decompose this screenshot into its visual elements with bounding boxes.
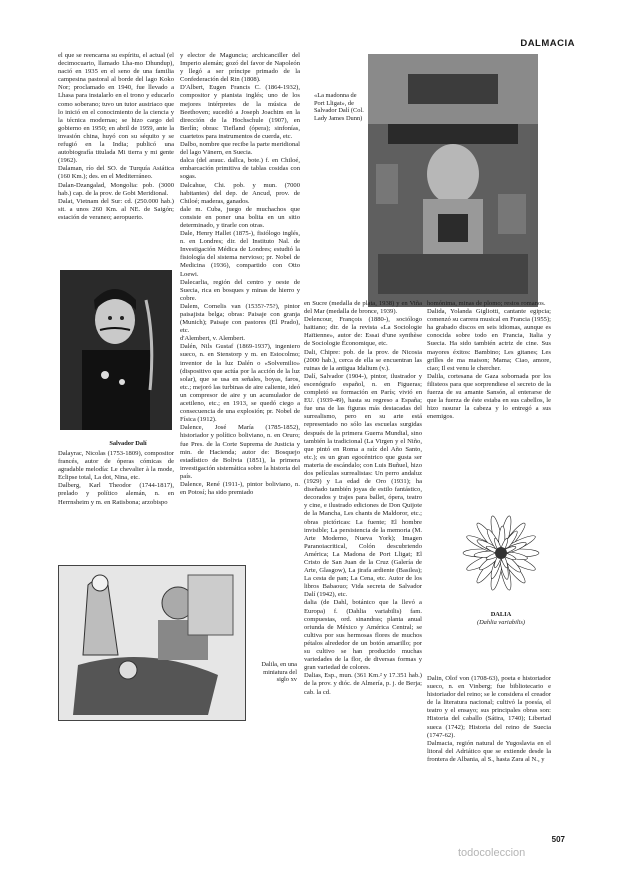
entry-paragraph: Dalat, Vietnam del Sur: cd. (250.000 hab.) sit. a unos 260 Km. al NE. de Saigón; estación de veraneo; aeropuerto. <box>58 197 174 221</box>
entry-paragraph: Dali, Chipre: pob. de la prov. de Nicosia (2000 hab.), cerca de ella se encuentran las ruinas de la antigua Idalium (v.). <box>304 348 422 372</box>
entry-paragraph: dalca (del arauc. dallca, bote.) f. en Chiloé, embarcación primitiva de tablas cosidas con sogas. <box>180 157 300 181</box>
miniature-image <box>58 565 246 721</box>
column-3 <box>304 300 422 697</box>
entry-paragraph: Dalecarlia, región del centro y oeste de Suecia, rica en bosques y minas de hierro y cobre. <box>180 278 300 302</box>
dahlia-illustration <box>452 497 550 609</box>
entry-paragraph: Dalcahue, Chi. pob. y mun. (7000 habitantes) del dep. de Ancud, prov. de Chiloé; maderas, ganados. <box>180 181 300 205</box>
entry-paragraph: d'Alembert, v. Alembert. <box>180 335 246 343</box>
running-head: DALMACIA <box>520 38 575 49</box>
entry-paragraph: Dalida, Yolanda Gigliotti, cantante egipcia; comenzó su carrera musical en Francia (1955); ha grabado discos en seis idiomas, aunque es conocida sobre todo en Francia, Italia y Suecia. Ha sido también actriz de cine. Sus mayores éxitos: Bambino; Les gitanes; Les grilles de ma maison; Mama; Ciao, amore, ciao; Il est venu le chercher. <box>427 308 551 372</box>
portrait-image <box>60 270 172 430</box>
watermark: todocoleccion <box>458 847 526 859</box>
madonna-caption: «La madonna de Port Lligat», de Salvador Dalí (Col. Lady James Dunn) <box>314 92 364 122</box>
entry-paragraph: Dalaman, río del SO. de Turquía Asiática (160 Km.); des. en el Mediterráneo. <box>58 165 174 181</box>
entry-paragraph: Dalila, cortesana de Gaza sobornada por los filisteos para que sorprendiese el secreto de la fuerza de su amante Sansón, al enterarse de que la fuerza de éste estaba en sus cabellos, le hizo rasurar la cabeza y lo entregó a sus enemigos. <box>427 372 551 421</box>
entry-paragraph: dale m. Cuba, juego de muchachos que consiste en poner una bolita en un sitio determinado, y tirarle con otras. <box>180 205 300 229</box>
entry-paragraph: Delencour, François (1880-), sociólogo haitiano; dir. de la revista «La Sociologie Haïtienne», autor de: Essai d'une synthèse de Sociologie Économique, etc. <box>304 316 422 348</box>
entry-paragraph: Dale, Henry Hallet (1875-), fisiólogo inglés, n. en Londres; dir. del Instituto Nal. de Investigación Médica de Londres; estudió la fisiología del sistema nervioso; pr. Nobel de Medicina (1936), compartido con Otto Loewi. <box>180 230 300 278</box>
madonna-painting <box>368 54 538 307</box>
entry-paragraph: D'Albert, Eugen Francis C. (1864-1932), compositor y pianista inglés; uno de los mejores intérpretes de la música de Beethoven; sucedió a Joseph Joachim en la dirección de la Hochschule (1907), en Berlín; obras: Tiefland (ópera); sinfonías, cuartetos para instrumentos de cuerda, etc. <box>180 84 300 140</box>
entry-paragraph: Dalmacia, región natural de Yugoslavia en el litoral del Adriático que se extiende desde la frontera de Albania, al S., hasta Zara al N., y <box>427 739 551 763</box>
dali-portrait-photo <box>60 270 172 430</box>
column-4-bottom <box>427 675 551 764</box>
entry-paragraph: Dalence, René (1911-), pintor boliviano, n. en Potosí; ha sido premiado <box>180 480 300 497</box>
entry-paragraph: Dalem, Cornelis van (1535?-75?), pintor paisajista belga; obras: Paisaje con granja (Munich); Paisaje con pastores (El Prado), etc. <box>180 302 300 335</box>
dalilah-caption: Dalila, en una miniatura del siglo xv <box>261 661 297 684</box>
dahlia-caption-sub: (Dahlia variabilis) <box>476 618 526 626</box>
entry-paragraph: Dalin, Olof von (1708-63), poeta e historiador sueco, n. en Vinberg; fue bibliotecario e historiador del reino; se le considera el creador de la literatura nacional; cultivó la poesía, el teatro y el ensayo; sus principales obras son: Historia del caballo (Sátira, 1740); Libertad sueca (1742); Historia del reino de Suecia (1747-62). <box>427 675 551 739</box>
dalilah-miniature <box>58 565 246 721</box>
painting-image <box>368 54 538 307</box>
column-2-top <box>180 52 300 497</box>
entry-paragraph: homónima, minas de plomo; restos romanos. <box>427 300 546 307</box>
entry-paragraph: en Sucre (medalla de plata, 1938) y en Viña del Mar (medalla de bronce, 1939). <box>304 300 422 316</box>
entry-paragraph: y elector de Maguncia; archicanciller del Imperio alemán; gozó del favor de Napoleón y llegó a ser príncipe primado de la Confederación del Rin (1808). <box>180 52 300 84</box>
dali-caption: Salvador Dalí <box>109 440 147 447</box>
entry-paragraph: el que se reencarna su espíritu, el actual (el decimocuarto, llamado Lha-mo Dhundup), nació en 1935 en el seno de una familia campesina pastoral al borde del lago Koko Nor; proclamado en 1940, fue llevado a Lhasa para instalarlo en el trono y educarlo como soberano; tuvo un tutor austriaco que lo inició en el conocimiento de la ciencia y la técnica modernas; se hizo cargo del gobierno en 1950; en abril de 1959, ante la invasión china, huyó con su séquito y se refugió en la India; publicó una autobiografía titulada Mi tierra y mi gente (1962). <box>58 52 174 165</box>
entry-paragraph: Dalayrac, Nicolas (1753-1809), compositor francés, autor de óperas cómicas de agradable melodía: Le chevalier à la mode, Eclipse total, La dot, Nina, etc. <box>58 450 174 482</box>
column-4 <box>427 300 551 421</box>
dahlia-caption-title: DALIA <box>490 611 512 618</box>
entry-paragraph: Dalias, Esp., mun. (361 Km.² y 17.351 hab.) de la prov. y dióc. de Almería, p. j. de Berja; cab. la cd. <box>304 672 422 696</box>
entry-paragraph: Dalberg, Karl Theodor (1744-1817), prelado y político alemán, n. en Herrnsheim y m. en Ratisbona; arzobispo <box>58 482 174 506</box>
column-1-bottom <box>58 450 174 507</box>
entry-paragraph: Dalén, Nils Gustaf (1869-1937), ingeniero sueco, n. en Stenstorp y m. en Estocolmo; inventor de la luz Dalén o «Solvemilio» (dispositivo que actúa por la acción de la luz solar), que se usa en señales, boyas, faros, etc.; mejoró las turbinas de aire caliente, ideó un compresor de aire y un acumulador de acetileno, etc.; en 1913, se quedó ciego a consecuencia de una explosión; pr. Nobel de Física (1912). <box>180 343 300 424</box>
page-number: 507 <box>551 835 565 844</box>
dahlia-flower-icon <box>452 497 550 609</box>
entry-paragraph: dalia (de Dahl, botánico que la llevó a Europa) f. (Dahlia variabilis) fam. compuestas, ord. sinandras; planta anual oriunda de México y América Central; se cultiva por sus hermosas flores de muchos pétalos alrededor de un botón amarillo; por su cultivo se han producido muchas variedades de la flor, de diversas formas y gran variedad de colores. <box>304 599 422 672</box>
entry-paragraph: Dalí, Salvador (1904-), pintor, ilustrador y escenógrafo español, n. en Figueras; completó su formación en París; vivió en EU. (1939-49), hasta su regreso a España; fue una de las figuras más destacadas del surrealismo, pero en su arte está representado no sólo las escuelas surgidas después de la primera Guerra Mundial, sino también la tradicional (La Virgen y el Niño, que pintó en Roma a raíz del Año Santo, etc.); es un gran egocéntrico que gusta ser materia de escándalo; con Luis Buñuel, hizo dos películas surrealistas: Un perro andaluz (1929) y La edad de Oro (1931); ha diseñado también joyas de estilo fantástico, decorados y trajes para ballet, ópera, teatro y cine, e ilustrado ediciones de Don Quijote de la Mancha, Les chants de Maldoror, etc.; obras pictóricas: La fuente; El hombre invisible; La persistencia de la memoria (M. Arte Moderno, Nueva York); Imagen Paranoiacritical, Colón descubriendo América; La Madona de Port Lligat; El Cristo de San Juan de la Cruz (Galería de Arte, Glasgow), La jirafa ardiente (Basilea); La cesta de pan; La Cena, etc. Autor de los libros Babaouo; Vida secreta de Salvador Dalí (1942), etc. <box>304 372 422 599</box>
entry-paragraph: Dalbo, nombre que recibe la parte meridional del lago Vänern, en Suecia. <box>180 141 300 157</box>
entry-paragraph: Dalan-Dzangalad, Mongolia: pob. (3000 hab.) cap. de la prov. de Gobi Meridional. <box>58 181 174 197</box>
dahlia-caption <box>452 611 550 626</box>
entry-paragraph: Dalence, José María (1785-1852), historiador y político boliviano, n. en Oruro; fue Pres. de la Corte Suprema de Justicia y min. de Hacienda; autor de: Bosquejo estadístico de Bolivia (1851), la primera investigación sistemática sobre la historia del país. <box>180 424 300 480</box>
column-1-top <box>58 52 174 222</box>
